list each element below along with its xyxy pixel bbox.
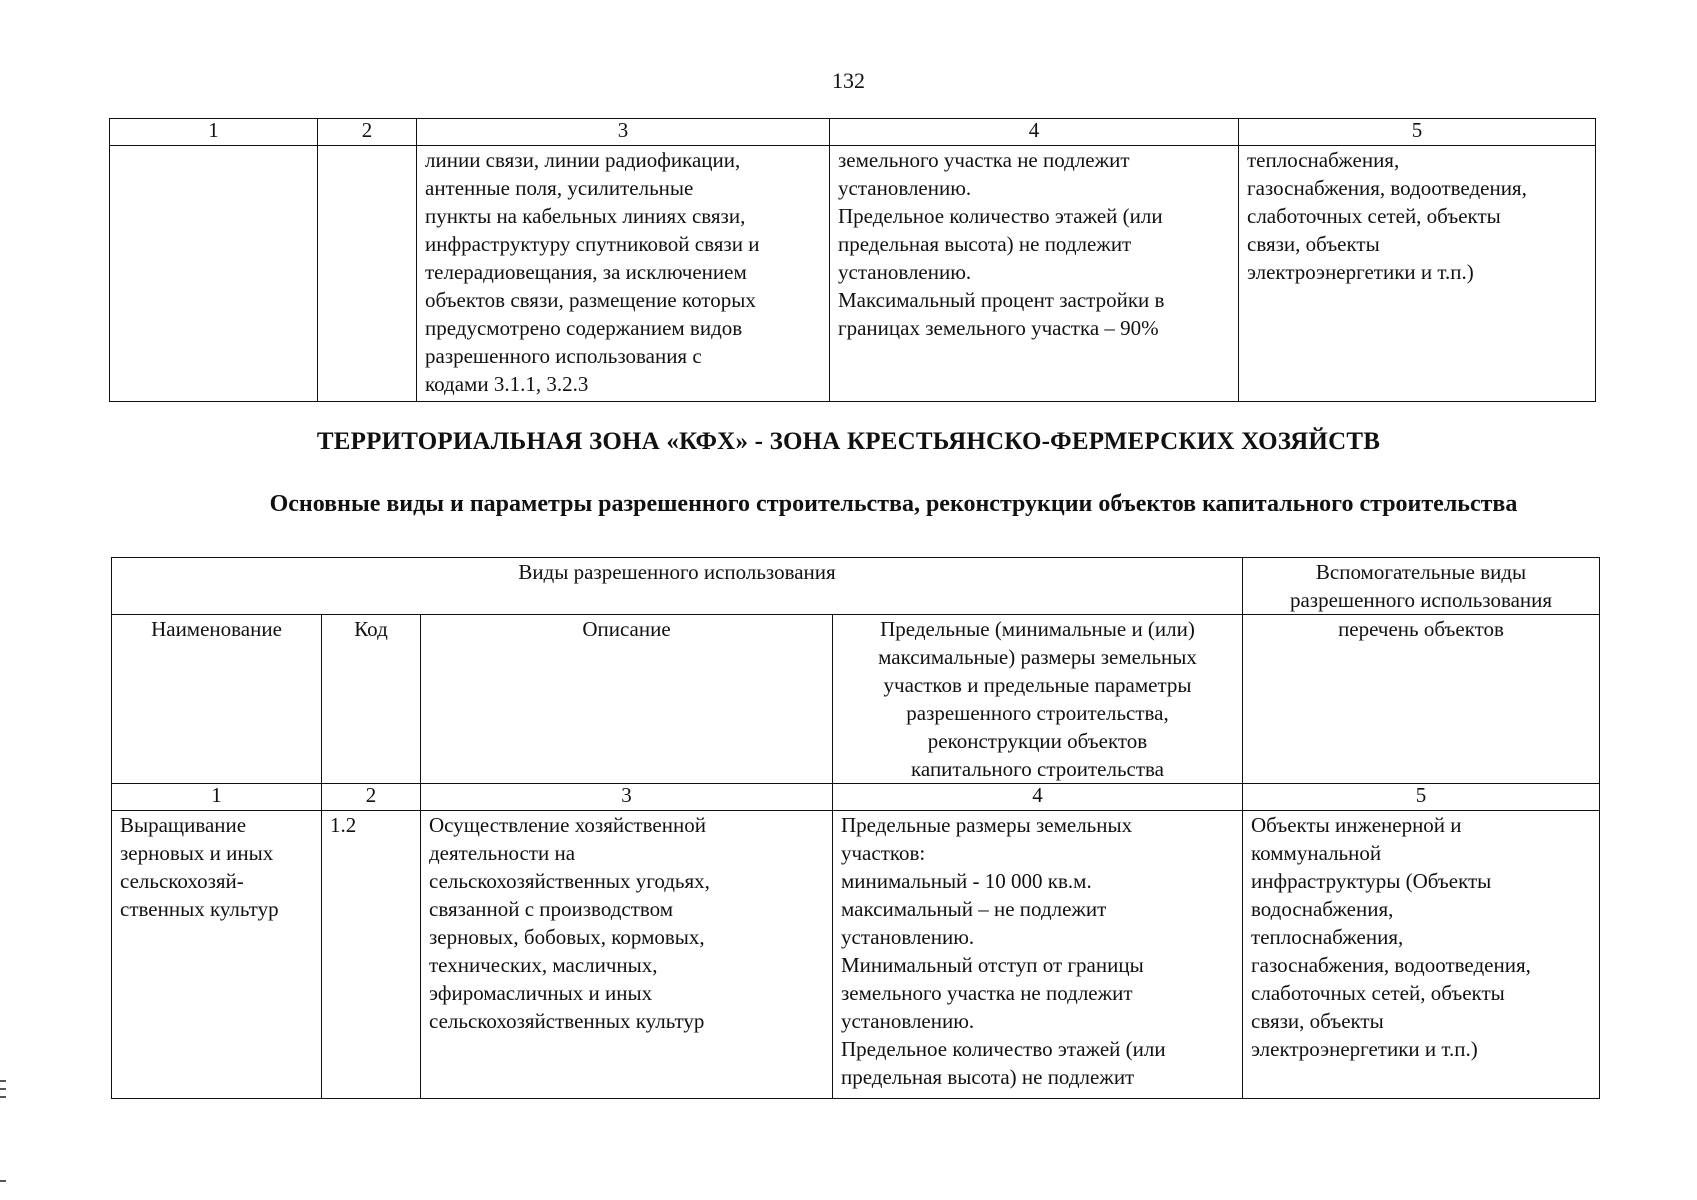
header-description: Описание [421,615,833,784]
cell-code: 1.2 [322,811,421,1099]
col-number-4: 4 [830,119,1239,146]
header-code: Код [322,615,421,784]
col-number-3: 3 [417,119,830,146]
col-number-1: 1 [112,784,322,811]
col-number-3: 3 [421,784,833,811]
col-number-2: 2 [322,784,421,811]
cell-description: линии связи, линии радиофикации, антенные поля, усилительные пункты на кабельных линиях связи, инфраструктуру спутниковой связи и телерадиовещания, за исключением объектов связи, размещение которых предусмотрено содержанием видов разрешенного использования с кодами 3.1.1, 3.2.3 [417,146,830,402]
col-number-5: 5 [1239,119,1596,146]
header-params: Предельные (минимальные и (или) максимальные) размеры земельных участков и предельные параметры разрешенного строительства, реконструкции объектов капитального строительства [833,615,1243,784]
table-row [110,146,1596,402]
section-title: Основные виды и параметры разрешенного строительства, реконструкции объектов капитального строительства [269,491,1518,517]
col-number-4: 4 [833,784,1243,811]
cell-code [318,146,417,402]
continuation-table [109,118,1596,402]
cell-aux: Объекты инженерной и коммунальной инфраструктуры (Объекты водоснабжения, теплоснабжения, газоснабжения, водоотведения, слаботочных сетей, объекты связи, объекты электроэнергетики и т.п.) [1243,811,1600,1099]
scan-margin-mark [0,1088,6,1090]
group-header-row [112,558,1600,615]
main-table [111,557,1600,1099]
col-number-2: 2 [318,119,417,146]
zone-title: ТЕРРИТОРИАЛЬНАЯ ЗОНА «КФХ» - ЗОНА КРЕСТЬЯНСКО-ФЕРМЕРСКИХ ХОЗЯЙСТВ [316,428,1381,455]
header-name: Наименование [112,615,322,784]
col-number-5: 5 [1243,784,1600,811]
column-header-row [112,615,1600,784]
table-row [112,811,1600,1099]
cell-params: Предельные размеры земельных участков: минимальный - 10 000 кв.м. максимальный – не подлежит установлению. Минимальный отступ от границы земельного участка не подлежит установлению. Предельное количество этажей (или предельная высота) не подлежит [833,811,1243,1099]
group-header-right: Вспомогательные виды разрешенного использования [1243,558,1600,615]
cell-name: Выращивание зерновых и иных сельскохозяй- ственных культур [112,811,322,1099]
scan-margin-mark [0,1096,6,1098]
scan-margin-mark [0,1180,6,1182]
header-aux: перечень объектов [1243,615,1600,784]
cell-aux: теплоснабжения, газоснабжения, водоотведения, слаботочных сетей, объекты связи, объекты электроэнергетики и т.п.) [1239,146,1596,402]
page-number: 132 [832,68,865,93]
group-header-left: Виды разрешенного использования [112,558,1243,615]
column-number-row [110,119,1596,146]
cell-params: земельного участка не подлежит установлению. Предельное количество этажей (или предельная высота) не подлежит установлению. Максимальный процент застройки в границах земельного участка – 90% [830,146,1239,402]
cell-name [110,146,318,402]
col-number-1: 1 [110,119,318,146]
column-number-row [112,784,1600,811]
scan-margin-mark [0,1080,6,1082]
cell-description: Осуществление хозяйственной деятельности на сельскохозяйственных угодьях, связанной с производством зерновых, бобовых, кормовых, технических, масличных, эфиромасличных и иных сельскохозяйственных культур [421,811,833,1099]
